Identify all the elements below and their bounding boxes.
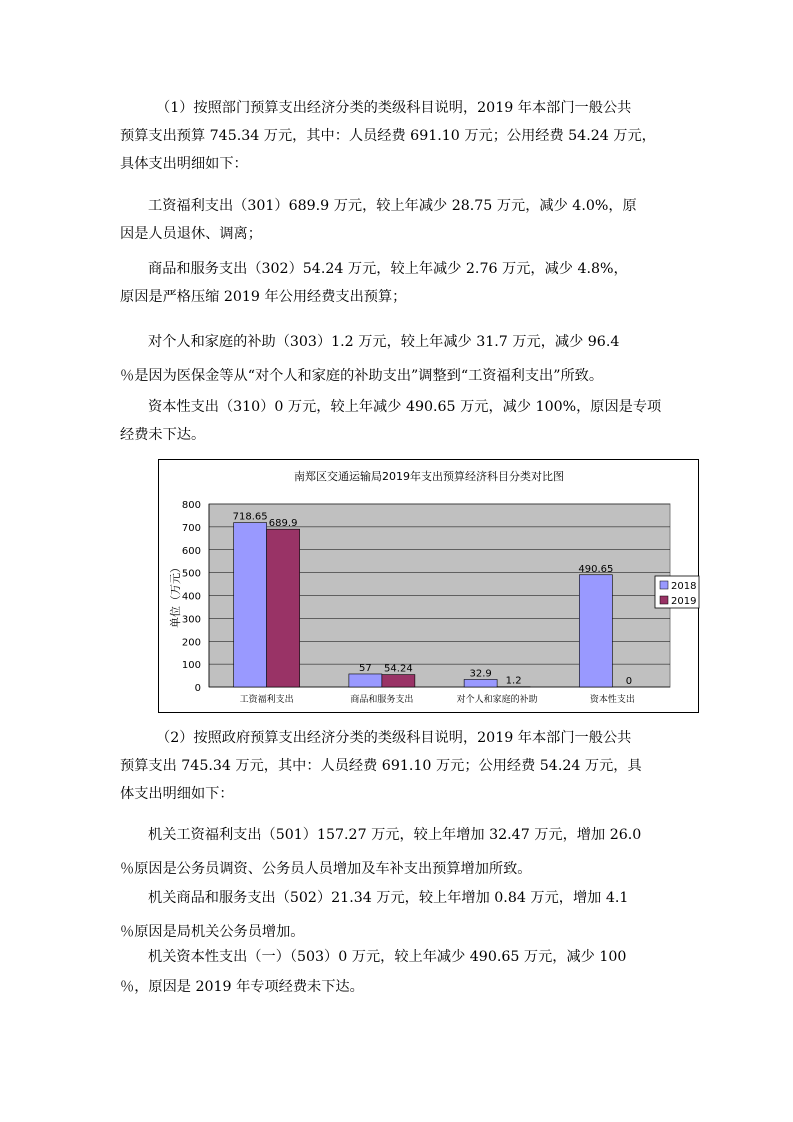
- data-label-2018-2: 32.9: [469, 668, 492, 680]
- y-tick-label: 200: [181, 637, 201, 649]
- section1-line: 预算支出预算 745.34 万元，其中：人员经费 691.10 万元；公用经费 54.24 万元，: [120, 128, 656, 144]
- section2-line: （2）按照政府预算支出经济分类的类级科目说明，2019 年本部门一般公共: [156, 730, 632, 746]
- y-tick-label: 700: [181, 522, 201, 534]
- item-goods-services: [120, 255, 676, 311]
- bar-2018-2: [464, 679, 497, 687]
- x-axis-categories: [240, 693, 635, 705]
- y-tick-label: 400: [181, 591, 201, 603]
- item-agency-wage: [120, 818, 676, 886]
- y-axis-ticks: [182, 500, 201, 694]
- y-tick-label: 500: [181, 568, 201, 580]
- item-line: ％，原因是 2019 年专项经费未下达。: [120, 979, 364, 995]
- item-line: ％原因是公务员调资、公务员人员增加及车补支出预算增加所致。: [120, 861, 532, 877]
- item-agency-goods: [120, 881, 676, 949]
- item-line: 原因是严格压缩 2019 年公用经费支出预算；: [120, 289, 407, 305]
- section1-line: 具体支出明细如下：: [120, 156, 248, 172]
- data-label-2019-1: 54.24: [384, 663, 413, 675]
- data-label-2019-2: 1.2: [505, 675, 522, 687]
- x-category-label: 商品和服务支出: [350, 695, 414, 705]
- section2-paragraph: [120, 724, 676, 808]
- item-agency-capital: [120, 942, 676, 1002]
- data-label-2018-0: 718.65: [232, 511, 268, 523]
- item-line: 工资福利支出（301）689.9 万元，较上年减少 28.75 万元，减少 4.0%，原: [148, 198, 637, 214]
- item-line: 商品和服务支出（302）54.24 万元，较上年减少 2.76 万元，减少 4.8%，: [148, 261, 628, 277]
- item-line: 机关商品和服务支出（502）21.34 万元，较上年增加 0.84 万元，增加 4.1: [148, 890, 629, 906]
- x-category-label: 资本性支出: [589, 695, 635, 705]
- x-category-label: 工资福利支出: [239, 695, 294, 705]
- item-line: ％是因为医保金等从“对个人和家庭的补助支出”调整到“工资福利支出”所致。: [120, 368, 604, 384]
- item-line: 机关资本性支出（一）（503）0 万元，较上年减少 490.65 万元，减少 100: [148, 949, 627, 965]
- section1-line: （1）按照部门预算支出经济分类的类级科目说明，2019 年本部门一般公共: [156, 100, 632, 116]
- section2-line: 预算支出 745.34 万元，其中：人员经费 691.10 万元；公用经费 54.24 万元，具: [120, 758, 642, 774]
- bar-2018-0: [234, 523, 267, 687]
- data-label-2019-3: 0: [625, 676, 633, 687]
- y-tick-label: 100: [181, 660, 201, 672]
- item-household-subsidy: [120, 325, 676, 393]
- item-line: ％原因是局机关公务员增加。: [120, 924, 305, 940]
- item-wage-welfare: [120, 192, 676, 248]
- y-tick-label: 800: [181, 500, 201, 511]
- chart-title: 南郑区交通运输局2019年支出预算经济科目分类对比图: [294, 470, 564, 483]
- legend-swatch-2018: [660, 581, 668, 589]
- section1-paragraph: [120, 94, 676, 178]
- item-line: 机关工资福利支出（501）157.27 万元，较上年增加 32.47 万元，增加 26.0: [148, 827, 642, 843]
- x-category-label: 对个人和家庭的补助: [456, 695, 538, 705]
- chart-svg: [159, 460, 700, 714]
- data-label-2018-1: 57: [359, 662, 372, 674]
- legend-label-2018: 2018: [671, 581, 697, 592]
- item-line: 资本性支出（310）0 万元，较上年减少 490.65 万元，减少 100%，原因是专项: [148, 399, 662, 415]
- bar-2019-0: [267, 529, 300, 687]
- item-capital: [120, 393, 676, 449]
- bar-2018-3: [579, 575, 612, 687]
- y-tick-label: 300: [181, 614, 201, 626]
- data-label-2019-0: 689.9: [268, 518, 298, 530]
- item-line: 经费未下达。: [120, 427, 206, 443]
- item-line: 对个人和家庭的补助（303）1.2 万元，较上年减少 31.7 万元，减少 96.4: [148, 334, 620, 350]
- legend: [655, 576, 699, 608]
- data-label-2018-3: 490.65: [578, 563, 614, 575]
- y-tick-label: 600: [181, 545, 201, 557]
- bar-2019-1: [382, 675, 415, 687]
- bar-2018-1: [349, 674, 382, 687]
- item-line: 因是人员退休、调离；: [120, 226, 262, 242]
- legend-swatch-2019: [660, 596, 668, 604]
- y-axis-label: 单位（万元）: [169, 562, 182, 628]
- bar-chart: [158, 459, 699, 713]
- section2-line: 体支出明细如下：: [120, 786, 234, 802]
- y-tick-label: 0: [194, 683, 201, 694]
- legend-label-2019: 2019: [671, 596, 697, 607]
